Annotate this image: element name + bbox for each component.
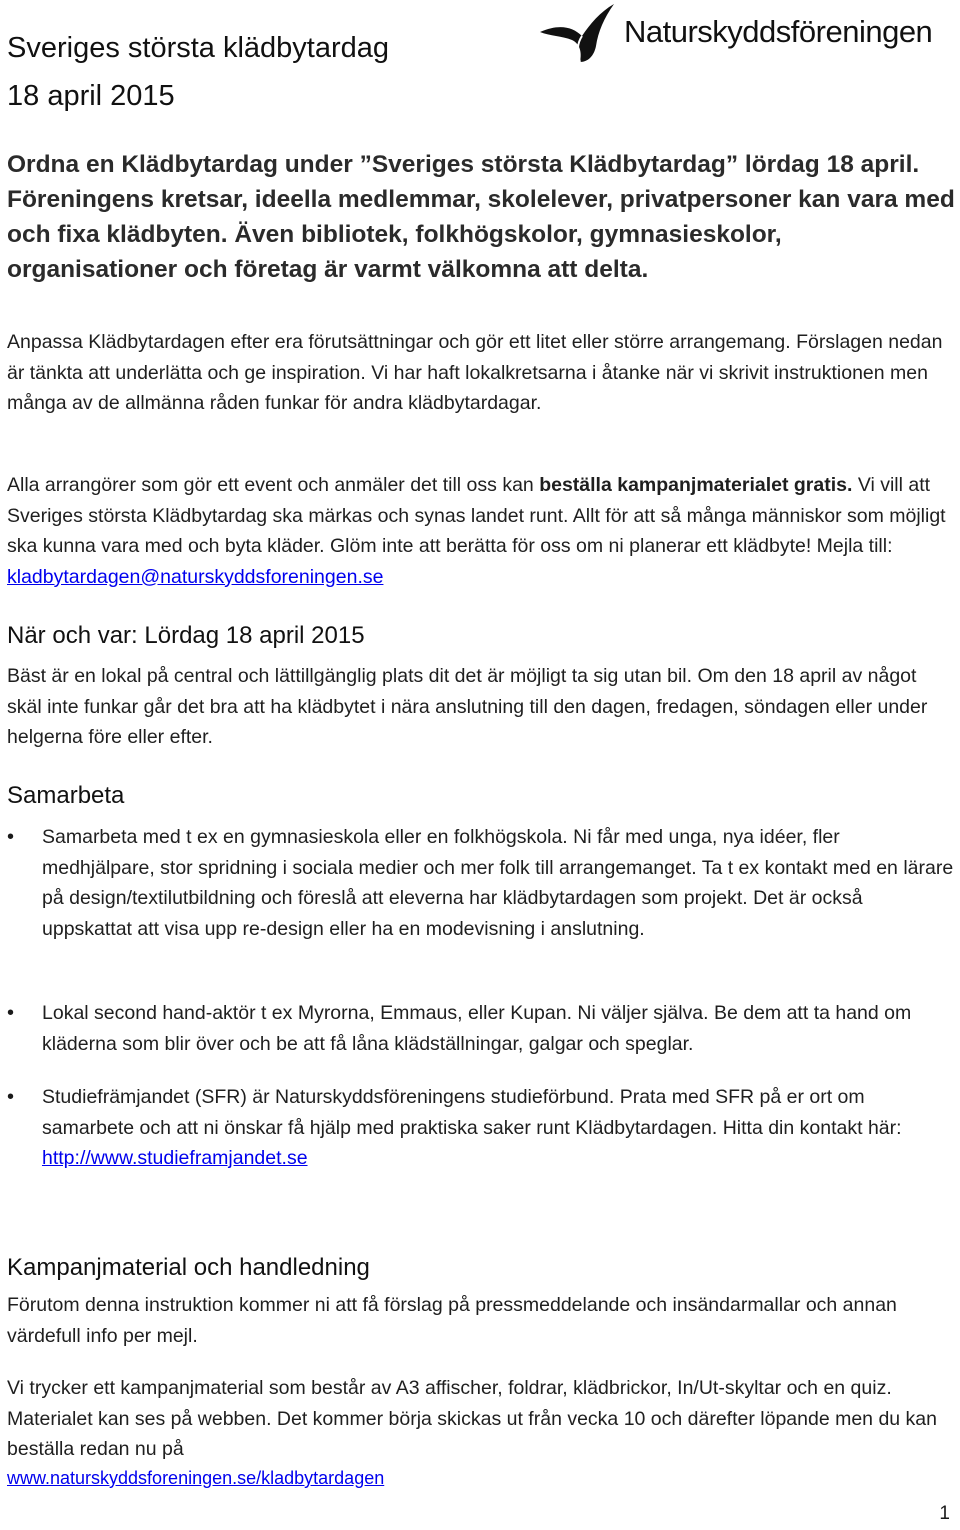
page-number: 1 bbox=[939, 1503, 950, 1524]
studieframjandet-link[interactable]: http://www.studieframjandet.se bbox=[42, 1147, 308, 1169]
bullet-icon: • bbox=[7, 1002, 15, 1024]
page-title: Sveriges största klädbytardag bbox=[7, 32, 390, 64]
list-item-text: Samarbeta med t ex en gymnasieskola eller en folkhögskola. Ni får med unga, nya idéer, fler medhjälpare, stor spridning i sociala medier och mer folk till arrangemanget. Ta t ex kontakt med en lärare på design/textilutbildning och föreslå att eleverna har klädbytardagen som projekt. Det är också uppskattat att visa upp re-design eller ha en modevisning i anslutning. bbox=[42, 826, 954, 940]
bullet-icon: • bbox=[7, 826, 15, 848]
campaign-web-link[interactable]: www.naturskyddsforeningen.se/kladbytardagen bbox=[7, 1468, 385, 1488]
list-item-text: Lokal second hand-aktör t ex Myrorna, Emmaus, eller Kupan. Ni väljer själva. Be dem att ta hand om kläderna som blir över och be att få låna klädställningar, galgar och speglar. bbox=[42, 1002, 912, 1055]
page-subtitle-date: 18 april 2015 bbox=[7, 80, 175, 112]
logo-text: Naturskyddsföreningen bbox=[624, 14, 933, 49]
heading-nar-och-var: När och var: Lördag 18 april 2015 bbox=[7, 622, 365, 649]
list-item-text bbox=[42, 1082, 957, 1174]
heading-kampanjmaterial: Kampanjmaterial och handledning bbox=[7, 1254, 370, 1281]
heading-samarbeta: Samarbeta bbox=[7, 782, 125, 809]
paragraph-arrangorer-rest: Vi vill att Sveriges största Klädbytardag ska märkas och synas landet runt. Allt för att så många människor som möjligt ska kunna vara med och byta kläder. Glöm inte att berätta för oss om ni planerar ett klädbyte! Mejla till: bbox=[7, 474, 946, 557]
email-link[interactable]: kladbytardagen@naturskyddsforeningen.se bbox=[7, 565, 384, 588]
paragraph-anpassa: Anpassa Klädbytardagen efter era förutsättningar och gör ett litet eller större arrangemang. Förslagen nedan är tänkta att underlätta och ge inspiration. Vi har haft lokalkretsarna i åtanke när vi skrivit instruktionen men många av de allmänna råden funkar för andra klädbytardagar. bbox=[7, 331, 943, 414]
paragraph-nar-och-var: Bäst är en lokal på central och lättillgänglig plats dit det är möjligt ta sig utan bil. Om den 18 april av något skäl inte funkar går det bra att ha klädbytet i nära anslutning till den dagen, fredagen, söndagen eller under helgerna före eller efter. bbox=[7, 665, 928, 748]
bullet-icon: • bbox=[7, 1086, 15, 1108]
samarbeta-list bbox=[0, 822, 960, 1242]
paragraph-arrangorer bbox=[7, 470, 952, 592]
paragraph-kampanj-material: Vi trycker ett kampanjmaterial som består av A3 affischer, foldrar, klädbrickor, In/Ut-skyltar och en quiz. Materialet kan ses på webben. Det kommer börja skickas ut från vecka 10 och därefter löpande men du kan beställa redan nu på bbox=[7, 1377, 937, 1460]
list-item-text-body: Studiefrämjandet (SFR) är Naturskyddsföreningens studieförbund. Prata med SFR på er ort om samarbete och att ni önskar få hjälp med praktiska saker runt Klädbytardagen. Hitta din kontakt här: bbox=[42, 1086, 902, 1139]
logo bbox=[538, 2, 938, 64]
paragraph-arrangorer-start: Alla arrangörer som gör ett event och anmäler det till oss kan bbox=[7, 474, 540, 496]
intro-paragraph: Ordna en Klädbytardag under ”Sveriges största Klädbytardag” lördag 18 april. Föreningens kretsar, ideella medlemmar, skolelever, privatpersoner kan vara med och fixa klädbyten. Även bibliotek, folkhögskolor, gymnasieskolor, organisationer och företag är varmt välkomna att delta. bbox=[7, 151, 955, 283]
swallow-bird-icon bbox=[538, 2, 618, 64]
paragraph-kampanj-intro: Förutom denna instruktion kommer ni att få förslag på pressmeddelande och insändarmallar och annan värdefull info per mejl. bbox=[7, 1294, 897, 1347]
order-material-bold: beställa kampanjmaterialet gratis. bbox=[539, 474, 853, 496]
